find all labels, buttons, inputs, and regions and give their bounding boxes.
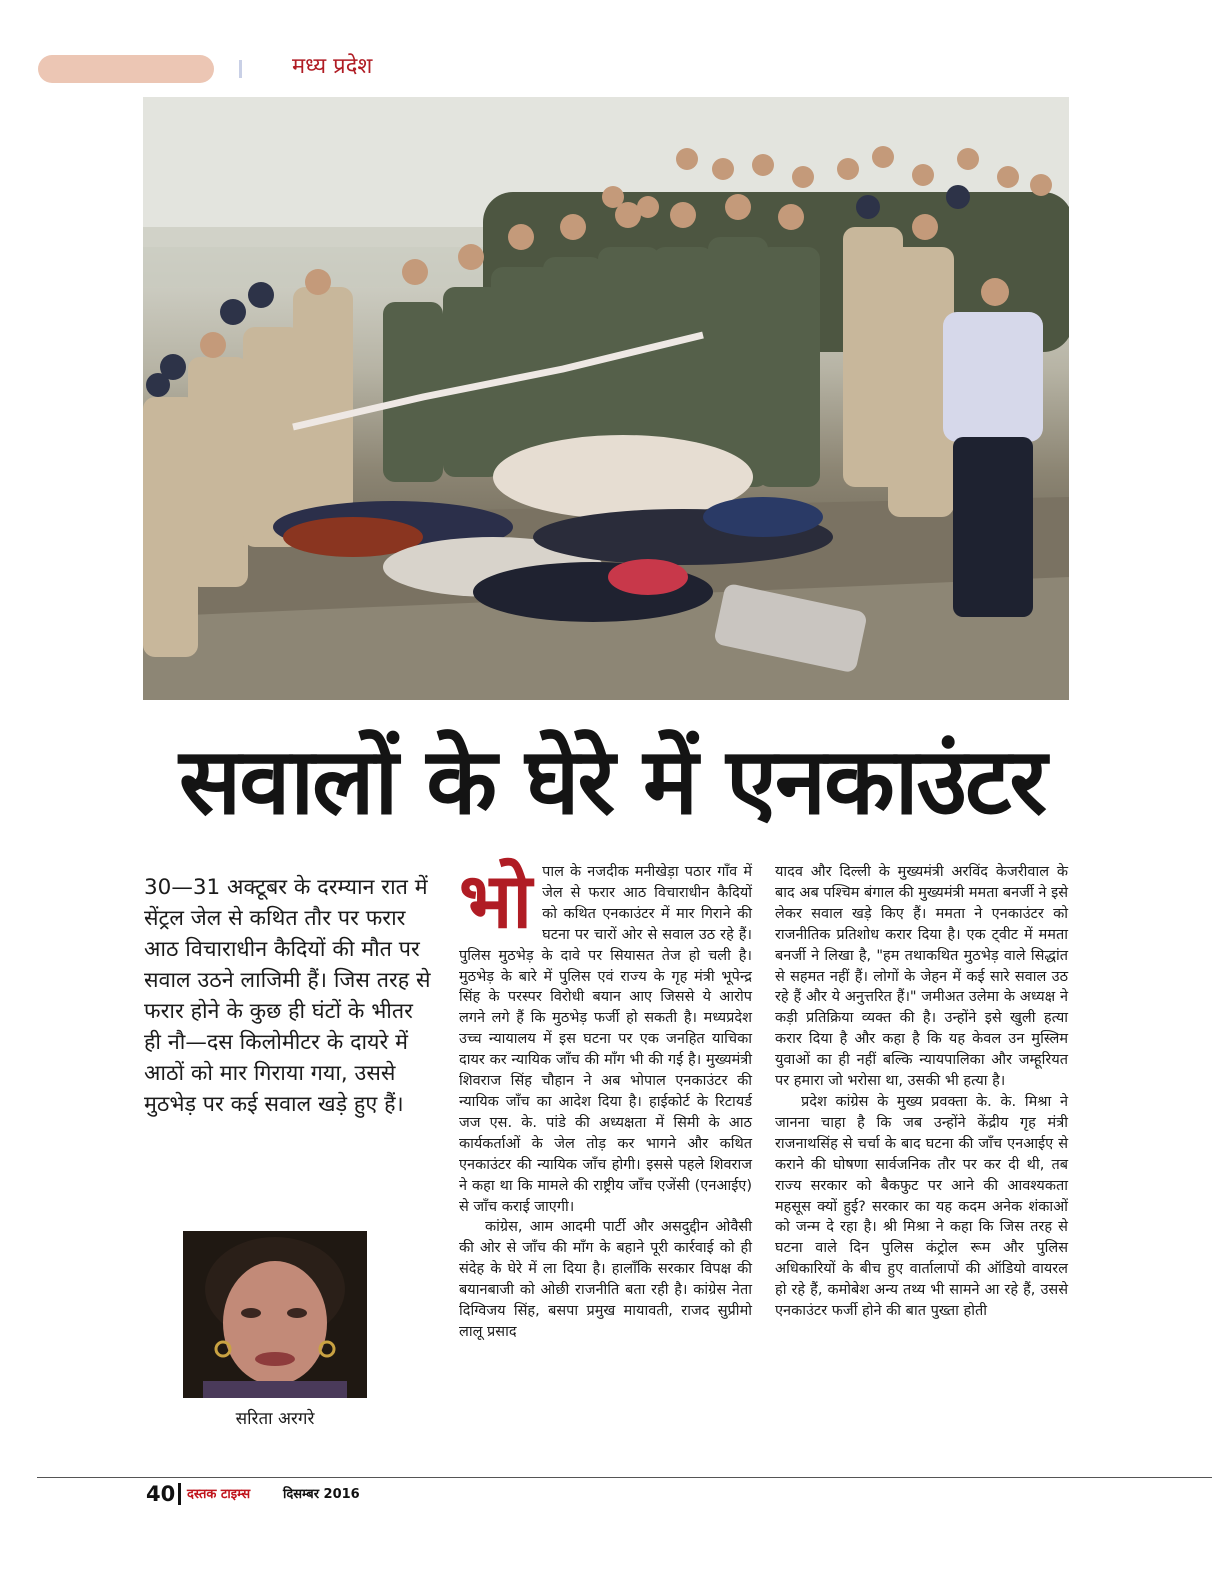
section-divider bbox=[239, 60, 242, 78]
article-paragraph: कांग्रेस, आम आदमी पार्टी और असदुद्दीन ओवैसी की ओर से जाँच की माँग के बहाने पूरी कार्रवाई को ही संदेह के घेरे में ला दिया है। हालाँकि सरकार विपक्ष की बयानबाजी को ओछी राजनीति बता रही है। कांग्रेस नेता दिग्विजय सिंह, बसपा प्रमुख मायावती, राजद सुप्रीमो लालू प्रसाद bbox=[459, 1219, 752, 1340]
magazine-logo: दस्तक टाइम्स bbox=[187, 1487, 251, 1502]
article-paragraph: प्रदेश कांग्रेस के मुख्य प्रवक्ता के. के. मिश्रा ने जानना चाहा है कि जब उन्होंने केंद्रीय गृह मंत्री राजनाथसिंह से चर्चा के बाद घटना की जाँच एनआईए से कराने की घोषणा सार्वजनिक तौर पर कर दी थी, तब राज्य सरकार को बैकफुट पर आने की आवश्यकता महसूस क्यों हुई? सरकार का यह कदम अनेक शंकाओं को जन्म दे रहा है। श्री मिश्रा ने कहा कि जिस तरह से घटना वाले दिन पुलिस कंट्रोल रूम और पुलिस अधिकारियों के बीच हुए वार्तालापों की ऑडियो वायरल हो रहे हैं, कमोबेश अन्य तथ्य भी सामने आ रहे हैं, उससे एनकाउंटर फर्जी होने की बात पुख्ता होती bbox=[775, 1093, 1068, 1320]
photo-illustration bbox=[143, 97, 1069, 700]
author-byline: सरिता अरगरे bbox=[235, 1409, 315, 1429]
article-deck: 30—31 अक्टूबर के दरम्यान रात में सेंट्रल जेल से कथित तौर पर फरार आठ विचाराधीन कैदियों की मौत पर सवाल उठने लाजिमी हैं। जिस तरह से फरार होने के कुछ ही घंटों के भीतर ही नौ—दस किलोमीटर के दायरे में आठों को मार गिराया गया, उससे मुठभेड़ पर कई सवाल खड़े हुए हैं। bbox=[144, 875, 431, 1117]
article-column-1 bbox=[459, 856, 752, 1343]
article-paragraph bbox=[459, 856, 752, 1217]
footer-divider bbox=[178, 1483, 181, 1505]
article-paragraph: यादव और दिल्ली के मुख्यमंत्री अरविंद केजरीवाल के बाद अब पश्चिम बंगाल की मुख्यमंत्री ममता बनर्जी ने इसे लेकर सवाल खड़े किए हैं। ममता ने एनकाउंटर को राजनीतिक प्रतिशोध करार दिया है। एक ट्वीट में ममता बनर्जी ने लिखा है, "हम तथाकथित मुठभेड़ वाले सिद्धांत से सहमत नहीं हैं। लोगों के जेहन में कई सारे सवाल उठ रहे हैं और ये अनुत्तरित हैं।" जमीअत उलेमा के अध्यक्ष ने कड़ी प्रतिक्रिया व्यक्त की है। उन्होंने इसे खुली हत्या करार दिया है और कहा है कि यह केवल उन मुस्लिम युवाओं का ही नहीं बल्कि न्यायपालिका और जम्हूरियत पर हमारा जो भरोसा था, उसकी भी हत्या है। bbox=[775, 864, 1068, 1090]
article-column-2 bbox=[775, 862, 1068, 1322]
footer-rule bbox=[37, 1477, 1212, 1478]
issue-date: दिसम्बर 2016 bbox=[283, 1487, 360, 1502]
paragraph-text: पाल के नजदीक मनीखेड़ा पठार गाँव में जेल से फरार आठ विचाराधीन कैदियों को कथित एनकाउंटर में मार गिराने की घटना पर चारों ओर से सवाल उठ रहे हैं। पुलिस मुठभेड़ के दावे पर सियासत तेज हो चली है। मुठभेड़ के बारे में पुलिस एवं राज्य के गृह मंत्री भूपेन्द्र सिंह के परस्पर विरोधी बयान आए जिससे ये आरोप लगने लगे हैं कि मुठभेड़ फर्जी हो सकती है। मध्यप्रदेश उच्च न्यायालय में इस घटना पर एक जनहित याचिका दायर कर न्यायिक जाँच की माँग भी की गई है। मुख्यमंत्री शिवराज सिंह चौहान ने अब भोपाल एनकाउंटर की न्यायिक जाँच का आदेश दिया है। हाईकोर्ट के रिटायर्ड जज एस. के. पांडे की अध्यक्षता में सिमी के आठ कार्यकर्ताओं के जेल तोड़ कर भागने और कथित एनकाउंटर की न्यायिक जाँच होगी। इससे पहले शिवराज ने कहा था कि मामले की राष्ट्रीय जाँच एजेंसी (एनआईए) से जाँच कराई जाएगी। bbox=[459, 864, 752, 1215]
author-photo-illustration bbox=[183, 1231, 367, 1398]
article-headline: सवालों के घेरे में एनकाउंटर bbox=[179, 728, 1045, 835]
drop-cap: भो bbox=[459, 856, 533, 945]
page-number: 40 bbox=[146, 1482, 176, 1506]
author-portrait bbox=[183, 1231, 367, 1398]
section-label: मध्य प्रदेश bbox=[292, 54, 373, 79]
encounter-scene-photo bbox=[143, 97, 1069, 700]
section-tab-pill bbox=[38, 55, 214, 83]
